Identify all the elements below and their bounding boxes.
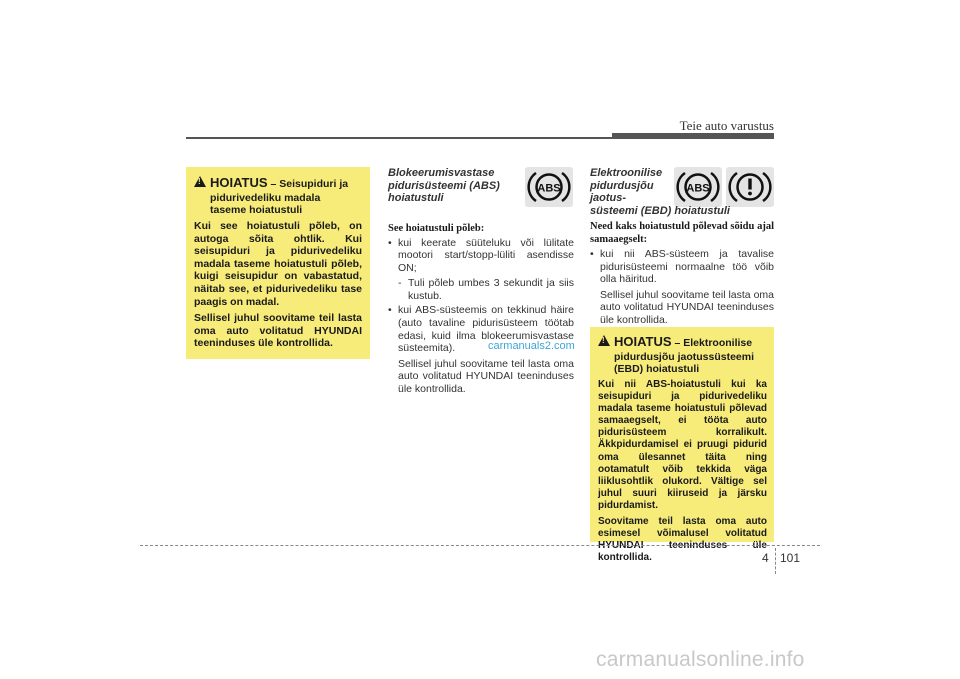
warning-subtitle-line: pidurivedeliku madala	[210, 192, 321, 204]
svg-text:ABS: ABS	[537, 182, 561, 195]
warning-paragraph: Sellisel juhul soovitame teil lasta oma auto volitatud HYUNDAI teeninduses üle kontrollida.	[194, 312, 362, 350]
intro-text: See hoiatustuli põleb:	[388, 222, 485, 234]
warning-subtitle-line: taseme hoiatustuli	[210, 204, 303, 216]
note-text: Sellisel juhul soovitame teil lasta oma auto volitatud HYUNDAI teeninduses üle kontrollida.	[398, 357, 574, 396]
heading-line: jaotus-	[590, 192, 627, 204]
warning-subtitle-line: (EBD) hoiatustuli	[614, 363, 700, 375]
list-item: • kui nii ABS-süsteem ja tavalise pidurisüsteemi normaalne töö võib olla häiritud.	[590, 248, 774, 286]
watermark: carmanuals2.com	[488, 340, 575, 352]
footer-rule	[140, 545, 820, 546]
heading-line: Elektroonilise	[590, 167, 663, 179]
warning-heading	[194, 174, 362, 192]
heading-line: süsteemi (EBD) hoiatustuli	[590, 204, 730, 217]
warning-body	[194, 220, 362, 350]
svg-text:ABS: ABS	[686, 182, 710, 195]
warning-label: HOIATUS	[614, 334, 672, 349]
section-title: Teie auto varustus	[679, 118, 774, 133]
warning-subtitle-line: Seisupiduri ja	[279, 178, 349, 190]
page-number: 101	[780, 551, 801, 565]
heading-line: pidurisüsteemi (ABS)	[388, 179, 500, 192]
ebd-warning-box	[590, 327, 774, 564]
header-rule-accent	[612, 133, 774, 139]
intro-text: Need kaks hoiatustuld põlevad sõidu ajal samaaegselt:	[590, 221, 774, 245]
warning-subtitle-line: Elektroonilise	[683, 337, 753, 349]
heading-line: Blokeerumisvastase	[388, 167, 495, 179]
list-item: • kui keerate süüteluku või lülitate mootori start/stopp-lüliti asendisse ON;	[388, 237, 574, 275]
note-text: Sellisel juhul soovitame teil lasta oma auto volitatud HYUNDAI teeninduses üle kontrollida.	[600, 288, 774, 326]
heading-line: hoiatustuli	[388, 192, 444, 204]
warning-triangle-icon	[194, 176, 206, 187]
warning-paragraph: Soovitame teil lasta oma auto esimesel võimalusel volitatud HYUNDAI teeninduses üle kontrollida.	[598, 516, 767, 564]
warning-label: HOIATUS	[210, 175, 268, 190]
sub-list-item: - Tuli põleb umbes 3 sekundit ja siis kustub.	[388, 277, 574, 302]
warning-subtitle-line: pidurdusjõu jaotussüsteemi	[614, 351, 755, 363]
list-item: • kui ABS-süsteemis on tekkinud häire (auto tavaline pidurisüsteem töötab edasi, kuid ilma blokeerumisvastase süsteemita).	[388, 304, 574, 354]
parking-brake-warning-box	[186, 167, 370, 359]
warning-dash: –	[267, 178, 280, 190]
abs-section	[388, 167, 574, 396]
header-rule	[186, 137, 626, 139]
heading-line: pidurdusjõu	[590, 179, 654, 192]
site-logo: carmanualsonline.info	[596, 648, 805, 671]
warning-paragraph: Kui nii ABS-hoiatustuli kui ka seisupiduri ja pidurivedeliku madala taseme hoiatustuli põlevad samaaegselt, ei tööta auto pidurisüsteem korralikult. Äkkpidurdamisel ei pruugi pidurid oma ülesannet täita ning ootamatult võib tekkida väga liiklusohtlik olukord. Vältige sel juhul suuri kiiruseid ja järsku pidurdamist.	[598, 379, 767, 511]
warning-dash: –	[671, 337, 684, 349]
page-number-divider	[775, 548, 776, 574]
section-heading	[590, 167, 774, 217]
section-heading	[388, 167, 574, 205]
chapter-number: 4	[762, 551, 769, 565]
warning-triangle-icon	[598, 335, 610, 346]
ebd-section	[590, 167, 774, 327]
warning-body	[598, 379, 767, 564]
warning-paragraph: Kui see hoiatustuli põleb, on autoga sõita ohtlik. Kui seisupiduri ja pidurivedeliku madala taseme hoiatustuli põleb, kuigi seisupidur on vabastatud, näitab see, et pidurivedeliku tase paagis on madal.	[194, 220, 362, 308]
warning-heading	[598, 333, 767, 351]
